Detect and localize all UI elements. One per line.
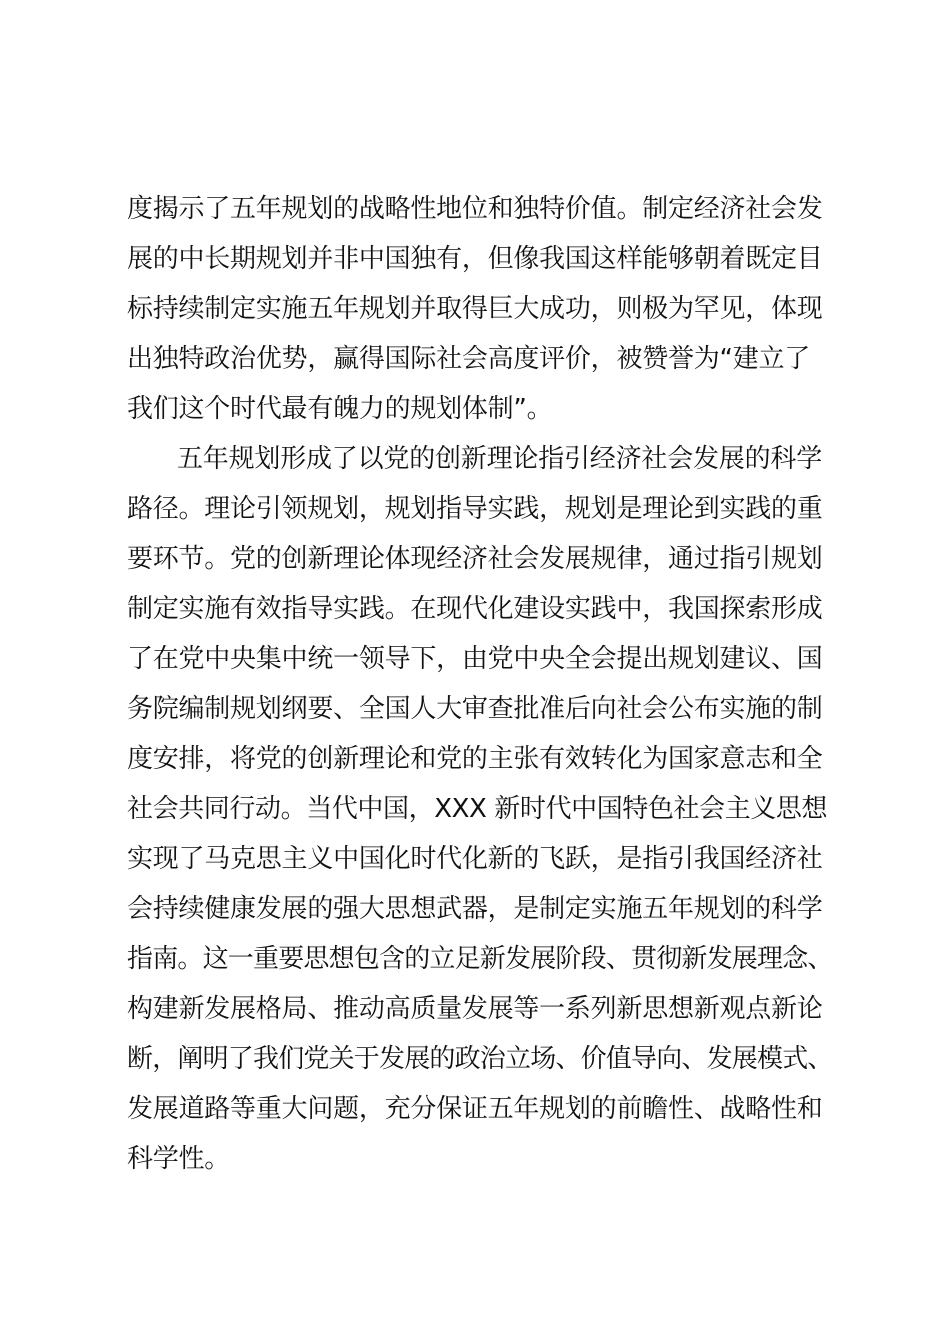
paragraph-line: 社会共同行动。当代中国，XXX 新时代中国特色社会主义思想 [127,794,828,824]
paragraph-line: 要环节。党的创新理论体现经济社会发展规律，通过指引规划 [127,544,823,574]
paragraph-line: 我们这个时代最有魄力的规划体制”。 [127,394,553,424]
paragraph-line: 断，阐明了我们党关于发展的政治立场、价值导向、发展模式、 [127,1044,833,1074]
paragraph-line: 度安排，将党的创新理论和党的主张有效转化为国家意志和全 [127,744,823,774]
paragraph-line: 制定实施有效指导实践。在现代化建设实践中，我国探索形成 [127,594,823,624]
paragraph-line: 五年规划形成了以党的创新理论指引经济社会发展的科学 [177,444,823,474]
paragraph-line: 会持续健康发展的强大思想武器，是制定实施五年规划的科学 [127,894,823,924]
paragraph-line: 务院编制规划纲要、全国人大审查批准后向社会公布实施的制 [127,694,823,724]
paragraph-line: 度揭示了五年规划的战略性地位和独特价值。制定经济社会发 [127,194,823,224]
paragraph-line: 指南。这一重要思想包含的立足新发展阶段、贯彻新发展理念、 [127,944,833,974]
body-text [127,184,839,1184]
paragraph-line: 标持续制定实施五年规划并取得巨大成功，则极为罕见，体现 [127,294,823,324]
paragraph-line: 展的中长期规划并非中国独有，但像我国这样能够朝着既定目 [127,244,823,274]
paragraph-line: 科学性。 [127,1144,231,1174]
paragraph-line: 路径。理论引领规划，规划指导实践，规划是理论到实践的重 [127,494,823,524]
paragraph-line: 了在党中央集中统一领导下，由党中央全会提出规划建议、国 [127,644,823,674]
paragraph-line: 构建新发展格局、推动高质量发展等一系列新思想新观点新论 [127,994,823,1024]
paragraph-line: 出独特政治优势，赢得国际社会高度评价，被赞誉为“建立了 [127,344,810,374]
paragraph-line: 实现了马克思主义中国化时代化新的飞跃，是指引我国经济社 [127,844,823,874]
paragraph-line: 发展道路等重大问题，充分保证五年规划的前瞻性、战略性和 [127,1094,823,1124]
paragraph-1 [127,184,839,434]
paragraph-2 [127,434,839,1184]
